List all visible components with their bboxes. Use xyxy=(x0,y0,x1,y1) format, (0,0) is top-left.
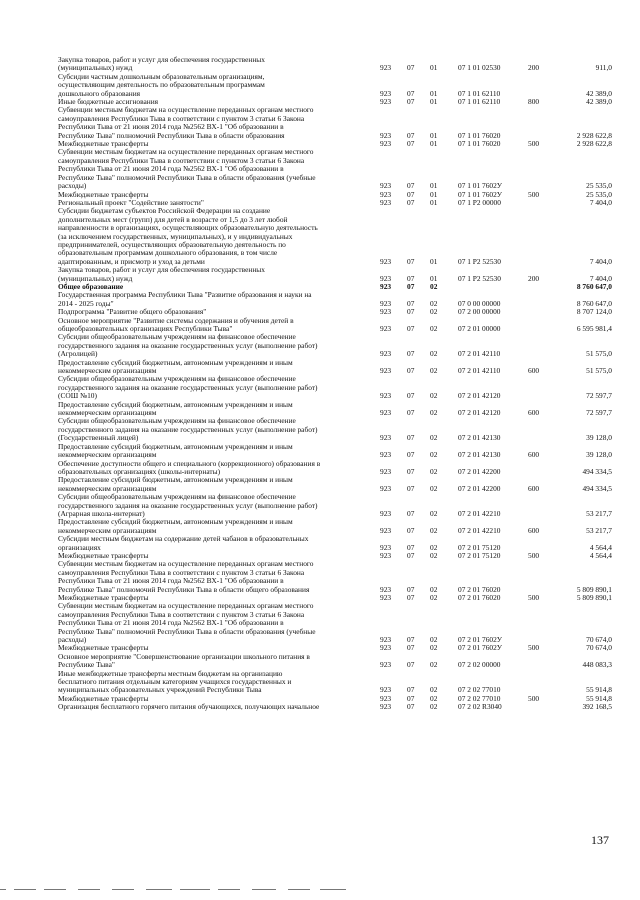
row-ministry-code: 923 xyxy=(380,643,392,653)
row-ministry-code: 923 xyxy=(380,189,392,199)
row-expense-type-code: 500 xyxy=(528,550,540,560)
table-row xyxy=(58,443,612,460)
row-ministry-code: 923 xyxy=(380,685,392,695)
row-subsection-code: 02 xyxy=(430,307,438,317)
row-ministry-code: 923 xyxy=(380,466,392,476)
row-amount: 42 389,0 xyxy=(586,88,612,98)
footer-dash xyxy=(14,889,36,890)
row-target-article-code: 07 2 01 42210 xyxy=(458,508,501,518)
row-target-article-code: 07 1 P2 52530 xyxy=(458,273,501,283)
row-amount: 8 707 124,0 xyxy=(576,307,612,317)
table-row xyxy=(58,148,612,190)
footer-dash xyxy=(218,889,240,890)
row-ministry-code: 923 xyxy=(380,391,392,401)
row-description: Субсидии бюджетам субъектов Российской Федерации на создание дополнительных мест (групп) для детей в возрасте от 1,5 до 3 лет любой направленности в организациях, осуществляющих образовательную деятельность (за исключением государственных, муниципальных), и у индивидуальных предпринимателей, осуществляющих образовательную деятельность по образовательным программам дошкольного образования, в том числе адаптированным, и присмотр и уход за детьми xyxy=(58,206,318,266)
row-amount: 494 334,5 xyxy=(582,466,612,476)
row-ministry-code: 923 xyxy=(380,693,392,703)
row-subsection-code: 02 xyxy=(430,408,438,418)
table-row xyxy=(58,493,612,518)
row-target-article-code: 07 2 01 42110 xyxy=(458,366,501,376)
row-expense-type-code: 200 xyxy=(528,63,540,73)
footer-dash xyxy=(146,889,172,890)
row-amount: 6 595 981,4 xyxy=(576,324,612,333)
row-expense-type-code: 600 xyxy=(528,525,540,535)
row-section-code: 07 xyxy=(407,256,415,266)
row-description: Субсидии общеобразовательным учреждениям на финансовое обеспечение государственного задания на оказание государственных услуг (выполнение работ) (Аграрная школа-интернат) xyxy=(58,492,318,518)
row-amount: 2 928 622,8 xyxy=(576,139,612,149)
table-row xyxy=(58,359,612,376)
row-description: Предоставление субсидий бюджетным, автономным учреждениям и иным некоммерческим организациям xyxy=(58,357,293,376)
table-row xyxy=(58,460,612,477)
row-subsection-code: 01 xyxy=(430,273,438,283)
row-amount: 8 760 647,0 xyxy=(576,298,612,308)
row-subsection-code: 02 xyxy=(430,593,438,602)
row-description: Субсидии общеобразовательным учреждениям на финансовое обеспечение государственного задания на оказание государственных услуг (выполнение работ) (Государственный лицей) xyxy=(58,416,318,443)
footer-dash xyxy=(288,889,310,890)
row-description: Предоставление субсидий бюджетным, автономным учреждениям и иным некоммерческим организациям xyxy=(58,441,293,460)
row-target-article-code: 07 1 01 7602У xyxy=(458,181,503,191)
row-description: Межбюджетные трансферты xyxy=(58,139,149,149)
row-target-article-code: 07 2 01 42110 xyxy=(458,349,501,359)
row-expense-type-code: 200 xyxy=(528,273,540,283)
row-amount: 53 217,7 xyxy=(586,525,612,535)
footer-dash xyxy=(320,889,346,890)
row-ministry-code: 923 xyxy=(380,281,392,291)
row-amount: 7 404,0 xyxy=(589,256,612,266)
row-ministry-code: 923 xyxy=(380,273,392,283)
row-description: Предоставление субсидий бюджетным, автономным учреждениям и иным некоммерческим организациям xyxy=(58,399,293,418)
row-description: Предоставление субсидий бюджетным, автономным учреждениям и иным некоммерческим организациям xyxy=(58,517,293,535)
row-ministry-code: 923 xyxy=(380,197,392,207)
row-expense-type-code: 500 xyxy=(528,643,540,653)
row-section-code: 07 xyxy=(407,391,415,401)
row-target-article-code: 07 2 02 77010 xyxy=(458,693,501,703)
row-description: Межбюджетные трансферты xyxy=(58,643,149,653)
row-subsection-code: 02 xyxy=(430,660,438,670)
row-section-code: 07 xyxy=(407,433,415,443)
table-row xyxy=(58,535,612,552)
row-target-article-code: 07 2 01 00000 xyxy=(458,324,501,333)
page-number: 137 xyxy=(591,833,609,847)
row-ministry-code: 923 xyxy=(380,88,392,98)
row-section-code: 07 xyxy=(407,693,415,703)
row-expense-type-code: 500 xyxy=(528,593,540,602)
table-row xyxy=(58,266,612,283)
row-amount: 53 217,7 xyxy=(586,508,612,518)
row-ministry-code: 923 xyxy=(380,584,392,594)
row-subsection-code: 01 xyxy=(430,189,438,199)
row-amount: 494 334,5 xyxy=(582,483,612,493)
row-expense-type-code: 600 xyxy=(528,408,540,418)
footer-dashed-rule xyxy=(0,889,360,893)
table-row xyxy=(58,602,612,644)
row-ministry-code: 923 xyxy=(380,450,392,460)
row-ministry-code: 923 xyxy=(380,298,392,308)
row-description: Общее образование xyxy=(58,281,124,291)
footer-dash xyxy=(252,889,276,890)
table-row xyxy=(58,476,612,493)
row-amount: 25 535,0 xyxy=(586,181,612,191)
row-target-article-code: 07 1 01 7602У xyxy=(458,189,503,199)
row-amount: 51 575,0 xyxy=(586,349,612,359)
row-expense-type-code: 500 xyxy=(528,693,540,703)
row-amount: 55 914,8 xyxy=(586,693,612,703)
row-amount: 7 404,0 xyxy=(589,197,612,207)
row-subsection-code: 02 xyxy=(430,433,438,443)
row-expense-type-code: 600 xyxy=(528,366,540,376)
table-row xyxy=(58,375,612,400)
row-subsection-code: 02 xyxy=(430,483,438,493)
row-section-code: 07 xyxy=(407,408,415,418)
row-target-article-code: 07 1 01 62110 xyxy=(458,88,501,98)
row-target-article-code: 07 2 01 7602У xyxy=(458,635,503,645)
row-section-code: 07 xyxy=(407,97,415,107)
row-description: Иные межбюджетные трансферты местным бюджетам на организацию бесплатного питания отдельным категориям учащихся государственных и муниципальных образовательных учреждений Республики Тыва xyxy=(58,668,292,695)
table-row xyxy=(58,56,612,73)
table-row xyxy=(58,670,612,695)
row-amount: 70 674,0 xyxy=(586,643,612,653)
row-section-code: 07 xyxy=(407,197,415,207)
row-section-code: 07 xyxy=(407,298,415,308)
row-target-article-code: 07 2 02 00000 xyxy=(458,660,501,670)
row-ministry-code: 923 xyxy=(380,702,392,712)
row-subsection-code: 01 xyxy=(430,139,438,149)
row-target-article-code: 07 2 01 7602У xyxy=(458,643,503,653)
row-description: Субсидии местным бюджетам на содержание детей чабанов в образовательных организациях xyxy=(58,534,309,552)
row-section-code: 07 xyxy=(407,525,415,535)
budget-table xyxy=(58,56,612,712)
row-subsection-code: 01 xyxy=(430,63,438,73)
row-description: Основное мероприятие "Совершенствование организации школьного питания в Республике Тыва" xyxy=(58,651,310,670)
row-target-article-code: 07 1 01 76020 xyxy=(458,130,501,140)
row-target-article-code: 07 1 01 76020 xyxy=(458,139,501,149)
row-amount: 42 389,0 xyxy=(586,97,612,107)
row-amount: 72 597,7 xyxy=(586,408,612,418)
row-amount: 39 128,0 xyxy=(586,433,612,443)
row-ministry-code: 923 xyxy=(380,408,392,418)
row-subsection-code: 02 xyxy=(430,643,438,653)
row-subsection-code: 02 xyxy=(430,281,438,291)
row-section-code: 07 xyxy=(407,466,415,476)
row-amount: 51 575,0 xyxy=(586,366,612,376)
row-subsection-code: 02 xyxy=(430,685,438,695)
row-ministry-code: 923 xyxy=(380,483,392,493)
row-target-article-code: 07 2 01 42120 xyxy=(458,391,501,401)
row-amount: 2 928 622,8 xyxy=(576,130,612,140)
row-description: Субвенции местным бюджетам на осуществление переданных органам местного самоуправления Республики Тыва в соответствии с пунктом 3 статьи 6 Закона Республики Тыва от 21 июня 2014 года №2562 ВХ-1 "Об образовании в Республике Тыва" полномочий Республики Тыва в области образования (учебные расходы) xyxy=(58,147,316,191)
row-target-article-code: 07 1 01 02530 xyxy=(458,63,501,73)
row-section-code: 07 xyxy=(407,635,415,645)
row-subsection-code: 02 xyxy=(430,450,438,460)
row-amount: 4 564,4 xyxy=(589,542,612,552)
row-section-code: 07 xyxy=(407,593,415,602)
row-section-code: 07 xyxy=(407,483,415,493)
row-target-article-code: 07 2 01 75120 xyxy=(458,542,501,552)
table-row xyxy=(58,653,612,670)
footer-dash xyxy=(112,889,134,890)
table-row xyxy=(58,560,612,594)
row-ministry-code: 923 xyxy=(380,550,392,560)
row-ministry-code: 923 xyxy=(380,593,392,602)
row-expense-type-code: 800 xyxy=(528,97,540,107)
row-amount: 55 914,8 xyxy=(586,685,612,695)
row-ministry-code: 923 xyxy=(380,635,392,645)
row-ministry-code: 923 xyxy=(380,525,392,535)
row-description: Субвенции местным бюджетам на осуществление переданных органам местного самоуправления Республики Тыва в соответствии с пунктом 3 статьи 6 Закона Республики Тыва от 21 июня 2014 года №2562 ВХ-1 "Об образовании в Республике Тыва" полномочий Республики Тыва в области образования (учебные расходы) xyxy=(58,601,316,645)
row-section-code: 07 xyxy=(407,139,415,149)
row-target-article-code: 07 2 01 42210 xyxy=(458,525,501,535)
row-section-code: 07 xyxy=(407,660,415,670)
row-amount: 8 760 647,0 xyxy=(576,281,612,291)
row-subsection-code: 01 xyxy=(430,130,438,140)
row-subsection-code: 01 xyxy=(430,97,438,107)
footer-dash xyxy=(44,889,66,890)
row-section-code: 07 xyxy=(407,349,415,359)
row-subsection-code: 01 xyxy=(430,197,438,207)
row-section-code: 07 xyxy=(407,181,415,191)
row-section-code: 07 xyxy=(407,281,415,291)
table-row xyxy=(58,417,612,442)
row-subsection-code: 02 xyxy=(430,542,438,552)
row-description: Субсидии общеобразовательным учреждениям на финансовое обеспечение государственного задания на оказание государственных услуг (выполнение работ) (Агролицей) xyxy=(58,332,318,359)
row-target-article-code: 07 0 00 00000 xyxy=(458,298,501,308)
row-amount: 72 597,7 xyxy=(586,391,612,401)
row-section-code: 07 xyxy=(407,189,415,199)
row-description: Закупка товаров, работ и услуг для обеспечения государственных (муниципальных) нужд xyxy=(58,265,265,283)
row-amount: 392 168,5 xyxy=(582,702,612,712)
table-row xyxy=(58,73,612,98)
row-section-code: 07 xyxy=(407,130,415,140)
row-ministry-code: 923 xyxy=(380,366,392,376)
table-row xyxy=(58,703,612,711)
row-subsection-code: 02 xyxy=(430,635,438,645)
row-description: Межбюджетные трансферты xyxy=(58,593,149,602)
row-expense-type-code: 500 xyxy=(528,139,540,149)
row-section-code: 07 xyxy=(407,324,415,333)
row-description: Межбюджетные трансферты xyxy=(58,189,149,199)
row-description: Субвенции местным бюджетам на осуществление переданных органам местного самоуправления Республики Тыва в соответствии с пунктом 3 статьи 6 Закона Республики Тыва от 21 июня 2014 года №2562 ВХ-1 "Об образовании в Республике Тыва" полномочий Республики Тыва в области образования xyxy=(58,105,314,140)
row-target-article-code: 07 2 01 42200 xyxy=(458,483,501,493)
row-subsection-code: 02 xyxy=(430,584,438,594)
row-target-article-code: 07 2 00 00000 xyxy=(458,307,501,317)
row-subsection-code: 02 xyxy=(430,702,438,712)
row-amount: 5 809 890,1 xyxy=(576,593,612,602)
row-section-code: 07 xyxy=(407,366,415,376)
row-description: Субсидии частным дошкольным образовательным организациям, осуществляющим деятельность по образовательным программам дошкольного образования xyxy=(58,71,265,98)
row-amount: 448 083,3 xyxy=(582,660,612,670)
footer-dash xyxy=(180,889,210,890)
row-section-code: 07 xyxy=(407,643,415,653)
row-description: Субсидии общеобразовательным учреждениям на финансовое обеспечение государственного задания на оказание государственных услуг (выполнение работ) (СОШ №10) xyxy=(58,374,318,401)
row-description: Предоставление субсидий бюджетным, автономным учреждениям и иным некоммерческим организациям xyxy=(58,475,293,493)
row-subsection-code: 02 xyxy=(430,298,438,308)
row-section-code: 07 xyxy=(407,508,415,518)
row-amount: 911,0 xyxy=(595,63,612,73)
row-section-code: 07 xyxy=(407,88,415,98)
row-target-article-code: 07 2 01 42120 xyxy=(458,408,501,418)
row-description: Межбюджетные трансферты xyxy=(58,693,149,703)
row-section-code: 07 xyxy=(407,63,415,73)
row-ministry-code: 923 xyxy=(380,256,392,266)
row-subsection-code: 02 xyxy=(430,349,438,359)
row-description: Субвенции местным бюджетам на осуществление переданных органам местного самоуправления Республики Тыва в соответствии с пунктом 3 статьи 6 Закона Республики Тыва от 21 июня 2014 года №2562 ВХ-1 "Об образовании в Республике Тыва" полномочий Республики Тыва в области общего образования xyxy=(58,559,314,594)
row-ministry-code: 923 xyxy=(380,63,392,73)
row-expense-type-code: 600 xyxy=(528,450,540,460)
row-section-code: 07 xyxy=(407,584,415,594)
row-subsection-code: 01 xyxy=(430,181,438,191)
table-row xyxy=(58,333,612,358)
row-target-article-code: 07 2 01 42130 xyxy=(458,433,501,443)
row-amount: 5 809 890,1 xyxy=(576,584,612,594)
row-ministry-code: 923 xyxy=(380,349,392,359)
table-row xyxy=(58,207,612,266)
row-subsection-code: 02 xyxy=(430,391,438,401)
row-ministry-code: 923 xyxy=(380,181,392,191)
row-description: Государственная программа Республики Тыва "Развитие образования и науки на 2014 - 2025 годы" xyxy=(58,290,312,308)
row-amount: 7 404,0 xyxy=(589,273,612,283)
row-expense-type-code: 500 xyxy=(528,189,540,199)
row-description: Основное мероприятие "Развитие системы содержания и обучения детей в общеобразовательных организациях Республики Тыва" xyxy=(58,315,294,333)
row-amount: 25 535,0 xyxy=(586,189,612,199)
row-description: Иные бюджетные ассигнования xyxy=(58,97,159,107)
row-description: Межбюджетные трансферты xyxy=(58,550,149,560)
row-expense-type-code: 600 xyxy=(528,483,540,493)
row-subsection-code: 02 xyxy=(430,466,438,476)
row-section-code: 07 xyxy=(407,702,415,712)
row-description: Обеспечение доступности общего и специального (коррекционного) образования в образовательных организациях (школы-интернаты) xyxy=(58,458,321,476)
row-ministry-code: 923 xyxy=(380,660,392,670)
row-description: Закупка товаров, работ и услуг для обеспечения государственных (муниципальных) нужд xyxy=(58,55,265,73)
row-subsection-code: 02 xyxy=(430,508,438,518)
row-section-code: 07 xyxy=(407,550,415,560)
row-ministry-code: 923 xyxy=(380,97,392,107)
row-description: Организация бесплатного горячего питания обучающихся, получающих начальное xyxy=(58,702,320,712)
table-row xyxy=(58,518,612,535)
footer-dash xyxy=(78,889,100,890)
row-amount: 70 674,0 xyxy=(586,635,612,645)
row-target-article-code: 07 2 01 76020 xyxy=(458,584,501,594)
row-description: Региональный проект "Содействие занятости" xyxy=(58,197,204,207)
row-target-article-code: 07 2 01 42130 xyxy=(458,450,501,460)
row-target-article-code: 07 2 02 77010 xyxy=(458,685,501,695)
row-subsection-code: 02 xyxy=(430,525,438,535)
row-amount: 4 564,4 xyxy=(589,550,612,560)
row-ministry-code: 923 xyxy=(380,508,392,518)
row-ministry-code: 923 xyxy=(380,139,392,149)
row-subsection-code: 02 xyxy=(430,550,438,560)
table-row xyxy=(58,317,612,334)
row-section-code: 07 xyxy=(407,307,415,317)
row-subsection-code: 02 xyxy=(430,693,438,703)
row-amount: 39 128,0 xyxy=(586,450,612,460)
row-target-article-code: 07 2 01 75120 xyxy=(458,550,501,560)
row-section-code: 07 xyxy=(407,450,415,460)
row-ministry-code: 923 xyxy=(380,542,392,552)
row-subsection-code: 01 xyxy=(430,256,438,266)
row-ministry-code: 923 xyxy=(380,130,392,140)
table-row xyxy=(58,106,612,140)
row-section-code: 07 xyxy=(407,685,415,695)
footer-dash xyxy=(0,889,6,890)
row-ministry-code: 923 xyxy=(380,433,392,443)
row-subsection-code: 02 xyxy=(430,366,438,376)
row-target-article-code: 07 2 02 R3040 xyxy=(458,702,502,712)
row-ministry-code: 923 xyxy=(380,324,392,333)
row-target-article-code: 07 1 P2 52530 xyxy=(458,256,501,266)
row-subsection-code: 02 xyxy=(430,324,438,333)
row-section-code: 07 xyxy=(407,542,415,552)
row-target-article-code: 07 2 01 76020 xyxy=(458,593,501,602)
row-ministry-code: 923 xyxy=(380,307,392,317)
row-target-article-code: 07 1 01 62110 xyxy=(458,97,501,107)
table-row xyxy=(58,401,612,418)
row-subsection-code: 01 xyxy=(430,88,438,98)
row-target-article-code: 07 2 01 42200 xyxy=(458,466,501,476)
row-section-code: 07 xyxy=(407,273,415,283)
row-description: Подпрограмма "Развитие общего образования" xyxy=(58,307,207,317)
table-row xyxy=(58,291,612,308)
row-target-article-code: 07 1 P2 00000 xyxy=(458,197,501,207)
